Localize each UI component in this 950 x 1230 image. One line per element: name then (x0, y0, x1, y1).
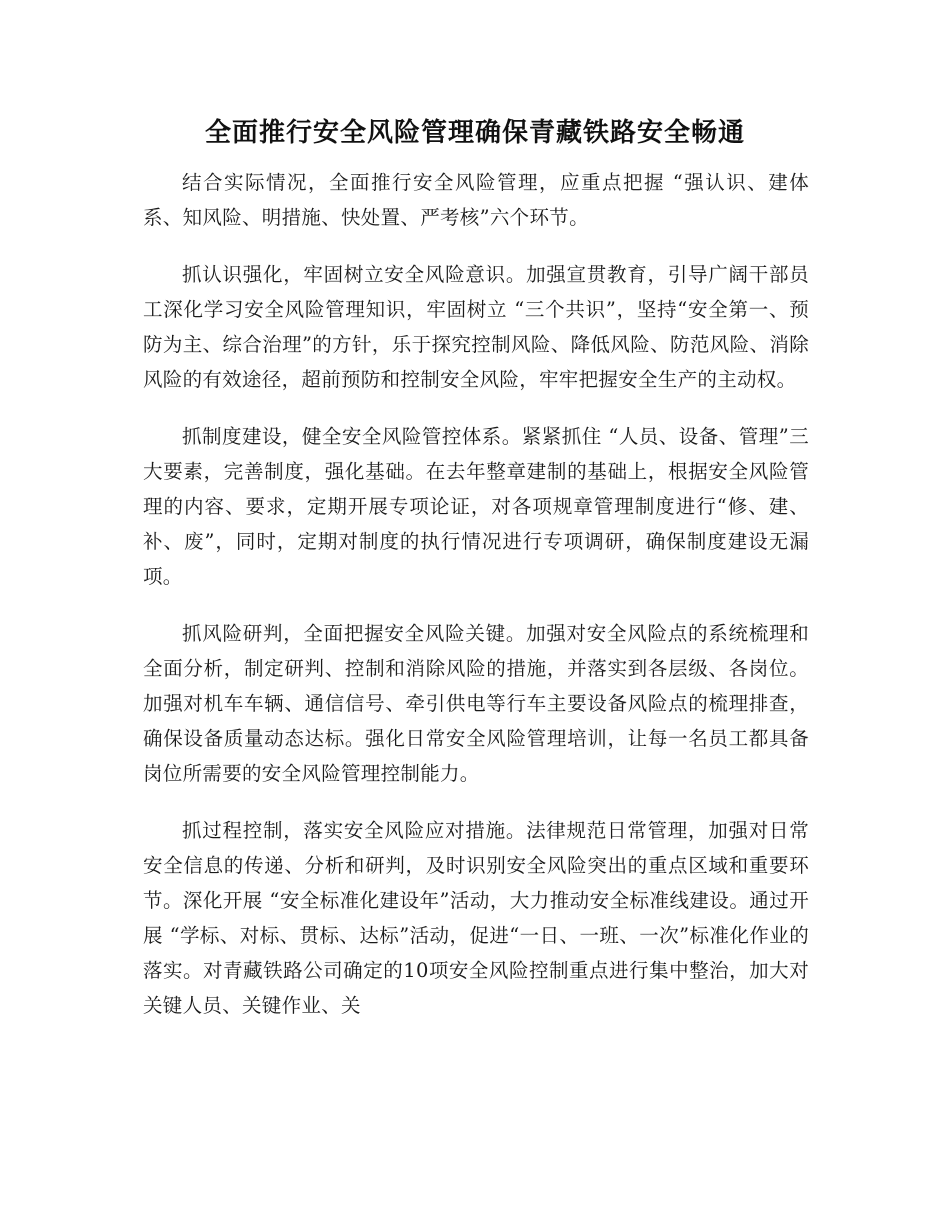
paragraph-system: 抓制度建设，健全安全风险管控体系。紧紧抓住 “人员、设备、管理”三大要素，完善制度，强化基础。在去年整章建制的基础上，根据安全风险管理的内容、要求，定期开展专项论证，对各项规章管理制度进行“修、建、补、废”，同时，定期对制度的执行情况进行专项调研，确保制度建设无漏项。 (143, 425, 809, 588)
document-title: 全面推行安全风险管理确保青藏铁路安全畅通 (204, 118, 745, 148)
paragraph-intro: 结合实际情况，全面推行安全风险管理，应重点把握 “强认识、建体系、知风险、明措施、快处置、严考核”六个环节。 (143, 171, 809, 229)
paragraph-process-control: 抓过程控制，落实安全风险应对措施。法律规范日常管理，加强对日常安全信息的传递、分析和研判，及时识别安全风险突出的重点区域和重要环节。深化开展 “安全标准化建设年”活动，大力推动安全标准线建设。通过开展 “学标、对标、贯标、达标”活动，促进“一日、一班、一次”标准化作业的落实。对青藏铁路公司确定的10项安全风险控制重点进行集中整治，加大对关键人员、关键作业、关 (143, 819, 809, 1017)
document-body (143, 165, 809, 1045)
paragraph-awareness: 抓认识强化，牢固树立安全风险意识。加强宣贯教育，引导广阔干部员工深化学习安全风险管理知识，牢固树立 “三个共识”，坚持“安全第一、预防为主、综合治理”的方针，乐于探究控制风险、降低风险、防范风险、消除风险的有效途径，超前预防和控制安全风险，牢牢把握安全生产的主动权。 (143, 263, 809, 391)
paragraph-risk-assessment: 抓风险研判，全面把握安全风险关键。加强对安全风险点的系统梳理和全面分析，制定研判、控制和消除风险的措施，并落实到各层级、各岗位。加强对机车车辆、通信信号、牵引供电等行车主要设备风险点的梳理排查，确保设备质量动态达标。强化日常安全风险管理培训，让每一名员工都具备岗位所需要的安全风险管理控制能力。 (143, 622, 809, 785)
